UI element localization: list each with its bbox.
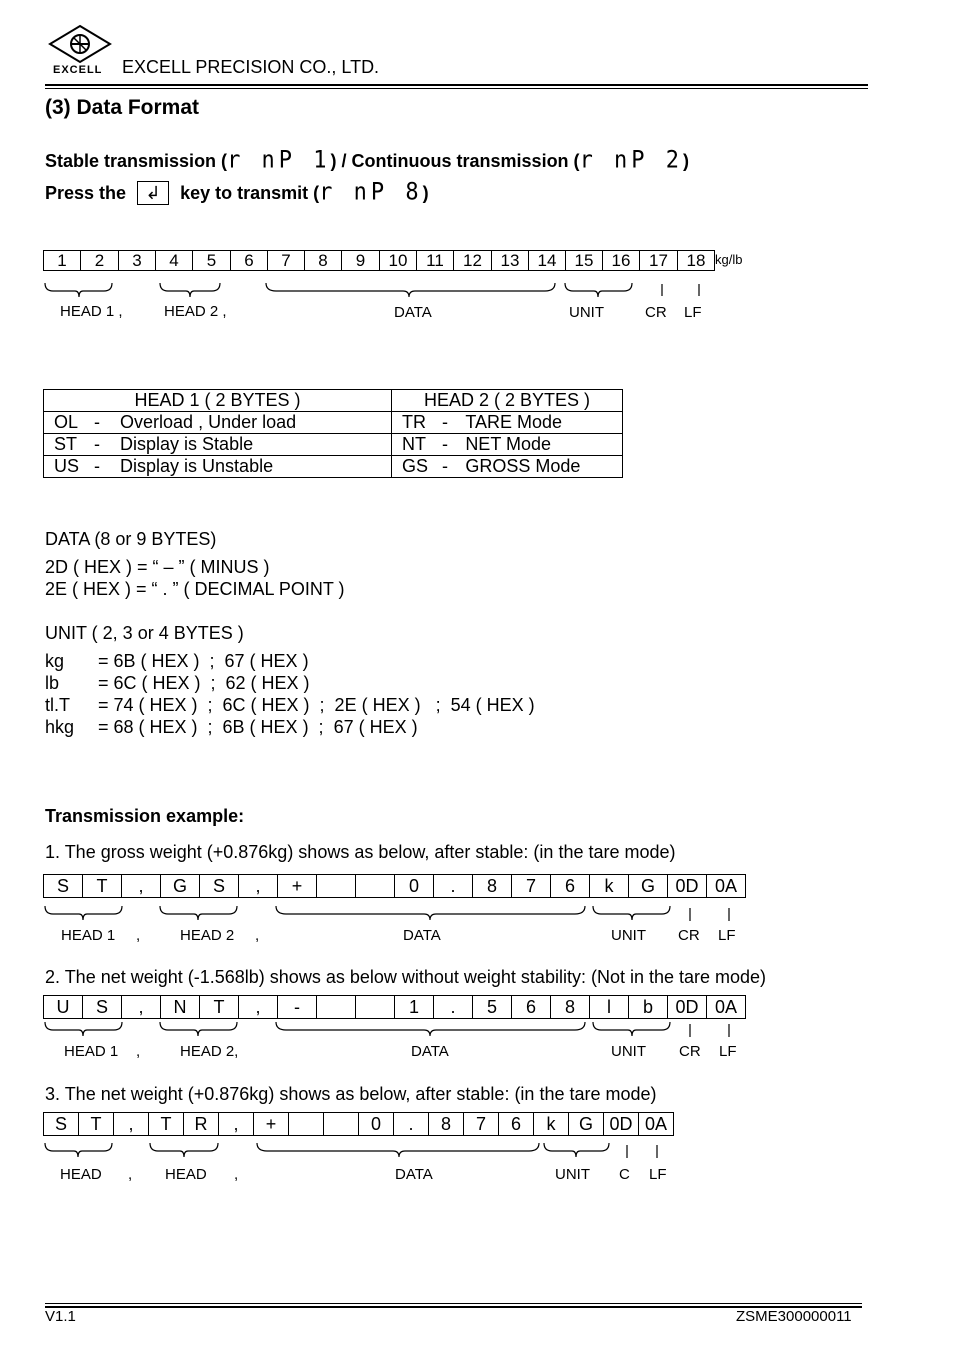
byte-cell: 0A [707, 874, 746, 898]
byte-cell: 14 [529, 250, 566, 271]
press-label: Press the [45, 183, 127, 203]
byte-cell: k [590, 874, 629, 898]
byte-cell: , [219, 1112, 254, 1136]
byte-cell: S [44, 874, 83, 898]
head-code-table [43, 389, 623, 478]
label-cr: CR [679, 1043, 701, 1060]
byte-cell: S [44, 1112, 79, 1136]
byte-cell [324, 1112, 359, 1136]
press-key-line [45, 180, 429, 205]
byte-cell: k [534, 1112, 569, 1136]
byte-cell: T [79, 1112, 114, 1136]
label-head2: HEAD 2 [180, 927, 235, 944]
label-cr: C [619, 1166, 630, 1183]
byte-cell: 6 [551, 874, 590, 898]
examples-title: Transmission example: [45, 806, 245, 826]
byte-cell: 18 [678, 250, 715, 271]
header-rule-thin [45, 88, 868, 89]
brace-group-example1 [0, 905, 954, 945]
head1-desc: Display is Stable [110, 434, 392, 456]
head2-code: NT [392, 434, 439, 456]
byte-cell: + [278, 874, 317, 898]
company-logo [48, 24, 112, 78]
byte-cell [289, 1112, 324, 1136]
head2-code: TR [392, 412, 439, 434]
label-data: DATA [411, 1043, 449, 1060]
example1-caption: 1. The gross weight (+0.876kg) shows as below, after stable: (in the tare mode) [45, 842, 676, 862]
byte-cell: 15 [566, 250, 603, 271]
label-comma: , [128, 1166, 133, 1183]
brace-group-example3 [0, 1142, 954, 1182]
label-comma: , [255, 927, 260, 944]
head1-title: HEAD 1 ( 2 BYTES ) [44, 390, 392, 412]
example2-bytes [43, 995, 746, 1019]
section-title: (3) Data Format [45, 96, 200, 119]
byte-cell: 2 [81, 250, 119, 271]
byte-cell: 0D [668, 874, 707, 898]
close-paren: ) [683, 151, 690, 171]
label-data: DATA [395, 1166, 433, 1183]
byte-cell: 4 [156, 250, 193, 271]
company-name: EXCELL PRECISION CO., LTD. [122, 57, 380, 77]
byte-cell: + [254, 1112, 289, 1136]
byte-cell: T [149, 1112, 184, 1136]
byte-cell: 11 [417, 250, 454, 271]
key-code: r nP 8 [319, 178, 423, 207]
label-head1: HEAD 1 , [60, 303, 123, 320]
byte-cell [356, 874, 395, 898]
label-unit: UNIT [611, 927, 646, 944]
logo-text: EXCELL [53, 64, 103, 76]
dash: - [90, 456, 110, 478]
byte-cell: 7 [268, 250, 305, 271]
byte-cell: l [590, 995, 629, 1019]
byte-cell: 6 [499, 1112, 534, 1136]
byte-cell: b [629, 995, 668, 1019]
stable-transmission-line [45, 148, 689, 173]
head1-code: US [44, 456, 91, 478]
example3-bytes [43, 1112, 674, 1136]
byte-cell: 13 [492, 250, 529, 271]
byte-cell: , [122, 874, 161, 898]
unit-row [45, 673, 310, 694]
head1-desc: Display is Unstable [110, 456, 392, 478]
label-data: DATA [394, 304, 432, 321]
byte-cell: , [114, 1112, 149, 1136]
head1-code: OL [44, 412, 91, 434]
footer-version: V1.1 [45, 1308, 76, 1325]
table-row [44, 412, 623, 434]
dash: - [90, 412, 110, 434]
byte-cell: N [161, 995, 200, 1019]
byte-cell: 10 [380, 250, 417, 271]
byte-cell: 6 [231, 250, 268, 271]
byte-cell: 0D [604, 1112, 639, 1136]
head2-title: HEAD 2 ( 2 BYTES ) [392, 390, 623, 412]
label-head1: HEAD 1 [64, 1043, 119, 1060]
continuous-code: r nP 2 [579, 146, 684, 175]
dash: - [90, 434, 110, 456]
table-row [44, 434, 623, 456]
head1-code: ST [44, 434, 91, 456]
unit-value: = 6B ( HEX ) ; 67 ( HEX ) [98, 651, 309, 671]
stable-code: r nP 1 [227, 146, 331, 175]
byte-cell: G [569, 1112, 604, 1136]
footer-rule-thin [45, 1303, 862, 1304]
label-head2: HEAD 2 , [164, 303, 227, 320]
byte-cell: 9 [342, 250, 380, 271]
label-comma: , [136, 927, 141, 944]
brace-group-example2 [0, 1021, 954, 1061]
byte-cell: S [200, 874, 239, 898]
head1-desc: Overload , Under load [110, 412, 392, 434]
byte-cell: 0D [668, 995, 707, 1019]
footer-doc-id: ZSME300000011 [736, 1308, 852, 1325]
byte-cell: 0 [359, 1112, 394, 1136]
head2-desc: TARE Mode [455, 412, 622, 434]
byte-cell: 8 [551, 995, 590, 1019]
close-paren-2: ) [422, 183, 429, 203]
table-row [44, 456, 623, 478]
byte-cell [317, 874, 356, 898]
brace-group-layout [0, 282, 954, 322]
byte-cell [356, 995, 395, 1019]
byte-cell: T [83, 874, 122, 898]
header-rule-thick [45, 84, 868, 86]
byte-cell: G [629, 874, 668, 898]
unit-row [45, 695, 535, 716]
unit-value: = 74 ( HEX ) ; 6C ( HEX ) ; 2E ( HEX ) ; 54 ( HEX ) [98, 695, 535, 715]
data-decimal: 2E ( HEX ) = “ . ” ( DECIMAL POINT ) [45, 579, 345, 599]
label-lf: LF [718, 927, 736, 944]
dash: - [438, 412, 455, 434]
label-lf: LF [719, 1043, 737, 1060]
enter-key-icon: ↲ [137, 181, 169, 205]
byte-cell: 8 [429, 1112, 464, 1136]
byte-cell: , [239, 995, 278, 1019]
byte-cell: T [200, 995, 239, 1019]
unit-title: UNIT ( 2, 3 or 4 BYTES ) [45, 623, 244, 643]
label-head2: HEAD 2, [180, 1043, 239, 1060]
label-data: DATA [403, 927, 441, 944]
byte-cell: 7 [512, 874, 551, 898]
example1-bytes [43, 874, 746, 898]
label-comma: , [234, 1166, 239, 1183]
byte-cell: S [83, 995, 122, 1019]
head2-code: GS [392, 456, 439, 478]
byte-cell: 0A [639, 1112, 674, 1136]
byte-cell [317, 995, 356, 1019]
label-head1: HEAD [60, 1166, 102, 1183]
key-label: key to transmit ( [180, 183, 320, 203]
byte-cell: 3 [119, 250, 156, 271]
byte-cell: 6 [512, 995, 551, 1019]
stable-label: Stable transmission ( [45, 151, 228, 171]
byte-cell: - [278, 995, 317, 1019]
byte-cell: 16 [603, 250, 640, 271]
unit-name: tl.T [45, 695, 70, 715]
unit-row [45, 717, 418, 738]
data-minus: 2D ( HEX ) = “ – ” ( MINUS ) [45, 557, 270, 577]
label-head2: HEAD [165, 1166, 207, 1183]
byte-cell: 12 [454, 250, 492, 271]
unit-name: hkg [45, 717, 75, 737]
byte-cell: 1 [44, 250, 81, 271]
byte-cell: . [394, 1112, 429, 1136]
unit-name: lb [45, 673, 60, 693]
label-unit: UNIT [611, 1043, 646, 1060]
byte-cell: 0A [707, 995, 746, 1019]
byte-position-row [43, 250, 715, 271]
byte-cell: , [239, 874, 278, 898]
label-cr: CR [678, 927, 700, 944]
head2-desc: NET Mode [455, 434, 622, 456]
dash: - [438, 434, 455, 456]
byte-cell: 17 [640, 250, 678, 271]
unit-note: kg/lb [715, 252, 743, 267]
head2-desc: GROSS Mode [455, 456, 622, 478]
label-unit: UNIT [555, 1166, 590, 1183]
byte-cell: 8 [305, 250, 342, 271]
example3-caption: 3. The net weight (+0.876kg) shows as below, after stable: (in the tare mode) [45, 1084, 657, 1104]
byte-cell: . [434, 874, 473, 898]
data-title: DATA (8 or 9 BYTES) [45, 529, 217, 549]
byte-cell: G [161, 874, 200, 898]
byte-cell: 8 [473, 874, 512, 898]
byte-cell: , [122, 995, 161, 1019]
unit-name: kg [45, 651, 65, 671]
label-unit: UNIT [569, 304, 604, 321]
dash: - [438, 456, 455, 478]
byte-cell: 5 [193, 250, 231, 271]
byte-cell: 0 [395, 874, 434, 898]
label-head1: HEAD 1 [61, 927, 116, 944]
label-comma: , [136, 1043, 141, 1060]
unit-value: = 68 ( HEX ) ; 6B ( HEX ) ; 67 ( HEX ) [98, 717, 418, 737]
byte-cell: R [184, 1112, 219, 1136]
byte-cell: 7 [464, 1112, 499, 1136]
label-lf: LF [649, 1166, 667, 1183]
unit-value: = 6C ( HEX ) ; 62 ( HEX ) [98, 673, 310, 693]
unit-row [45, 651, 309, 672]
byte-cell: U [44, 995, 83, 1019]
label-lf: LF [684, 304, 702, 321]
byte-cell: . [434, 995, 473, 1019]
label-cr: CR [645, 304, 667, 321]
stable-sep: ) / Continuous transmission ( [330, 151, 580, 171]
byte-cell: 1 [395, 995, 434, 1019]
byte-cell: 5 [473, 995, 512, 1019]
example2-caption: 2. The net weight (-1.568lb) shows as below without weight stability: (Not in the tare mode) [45, 967, 767, 987]
